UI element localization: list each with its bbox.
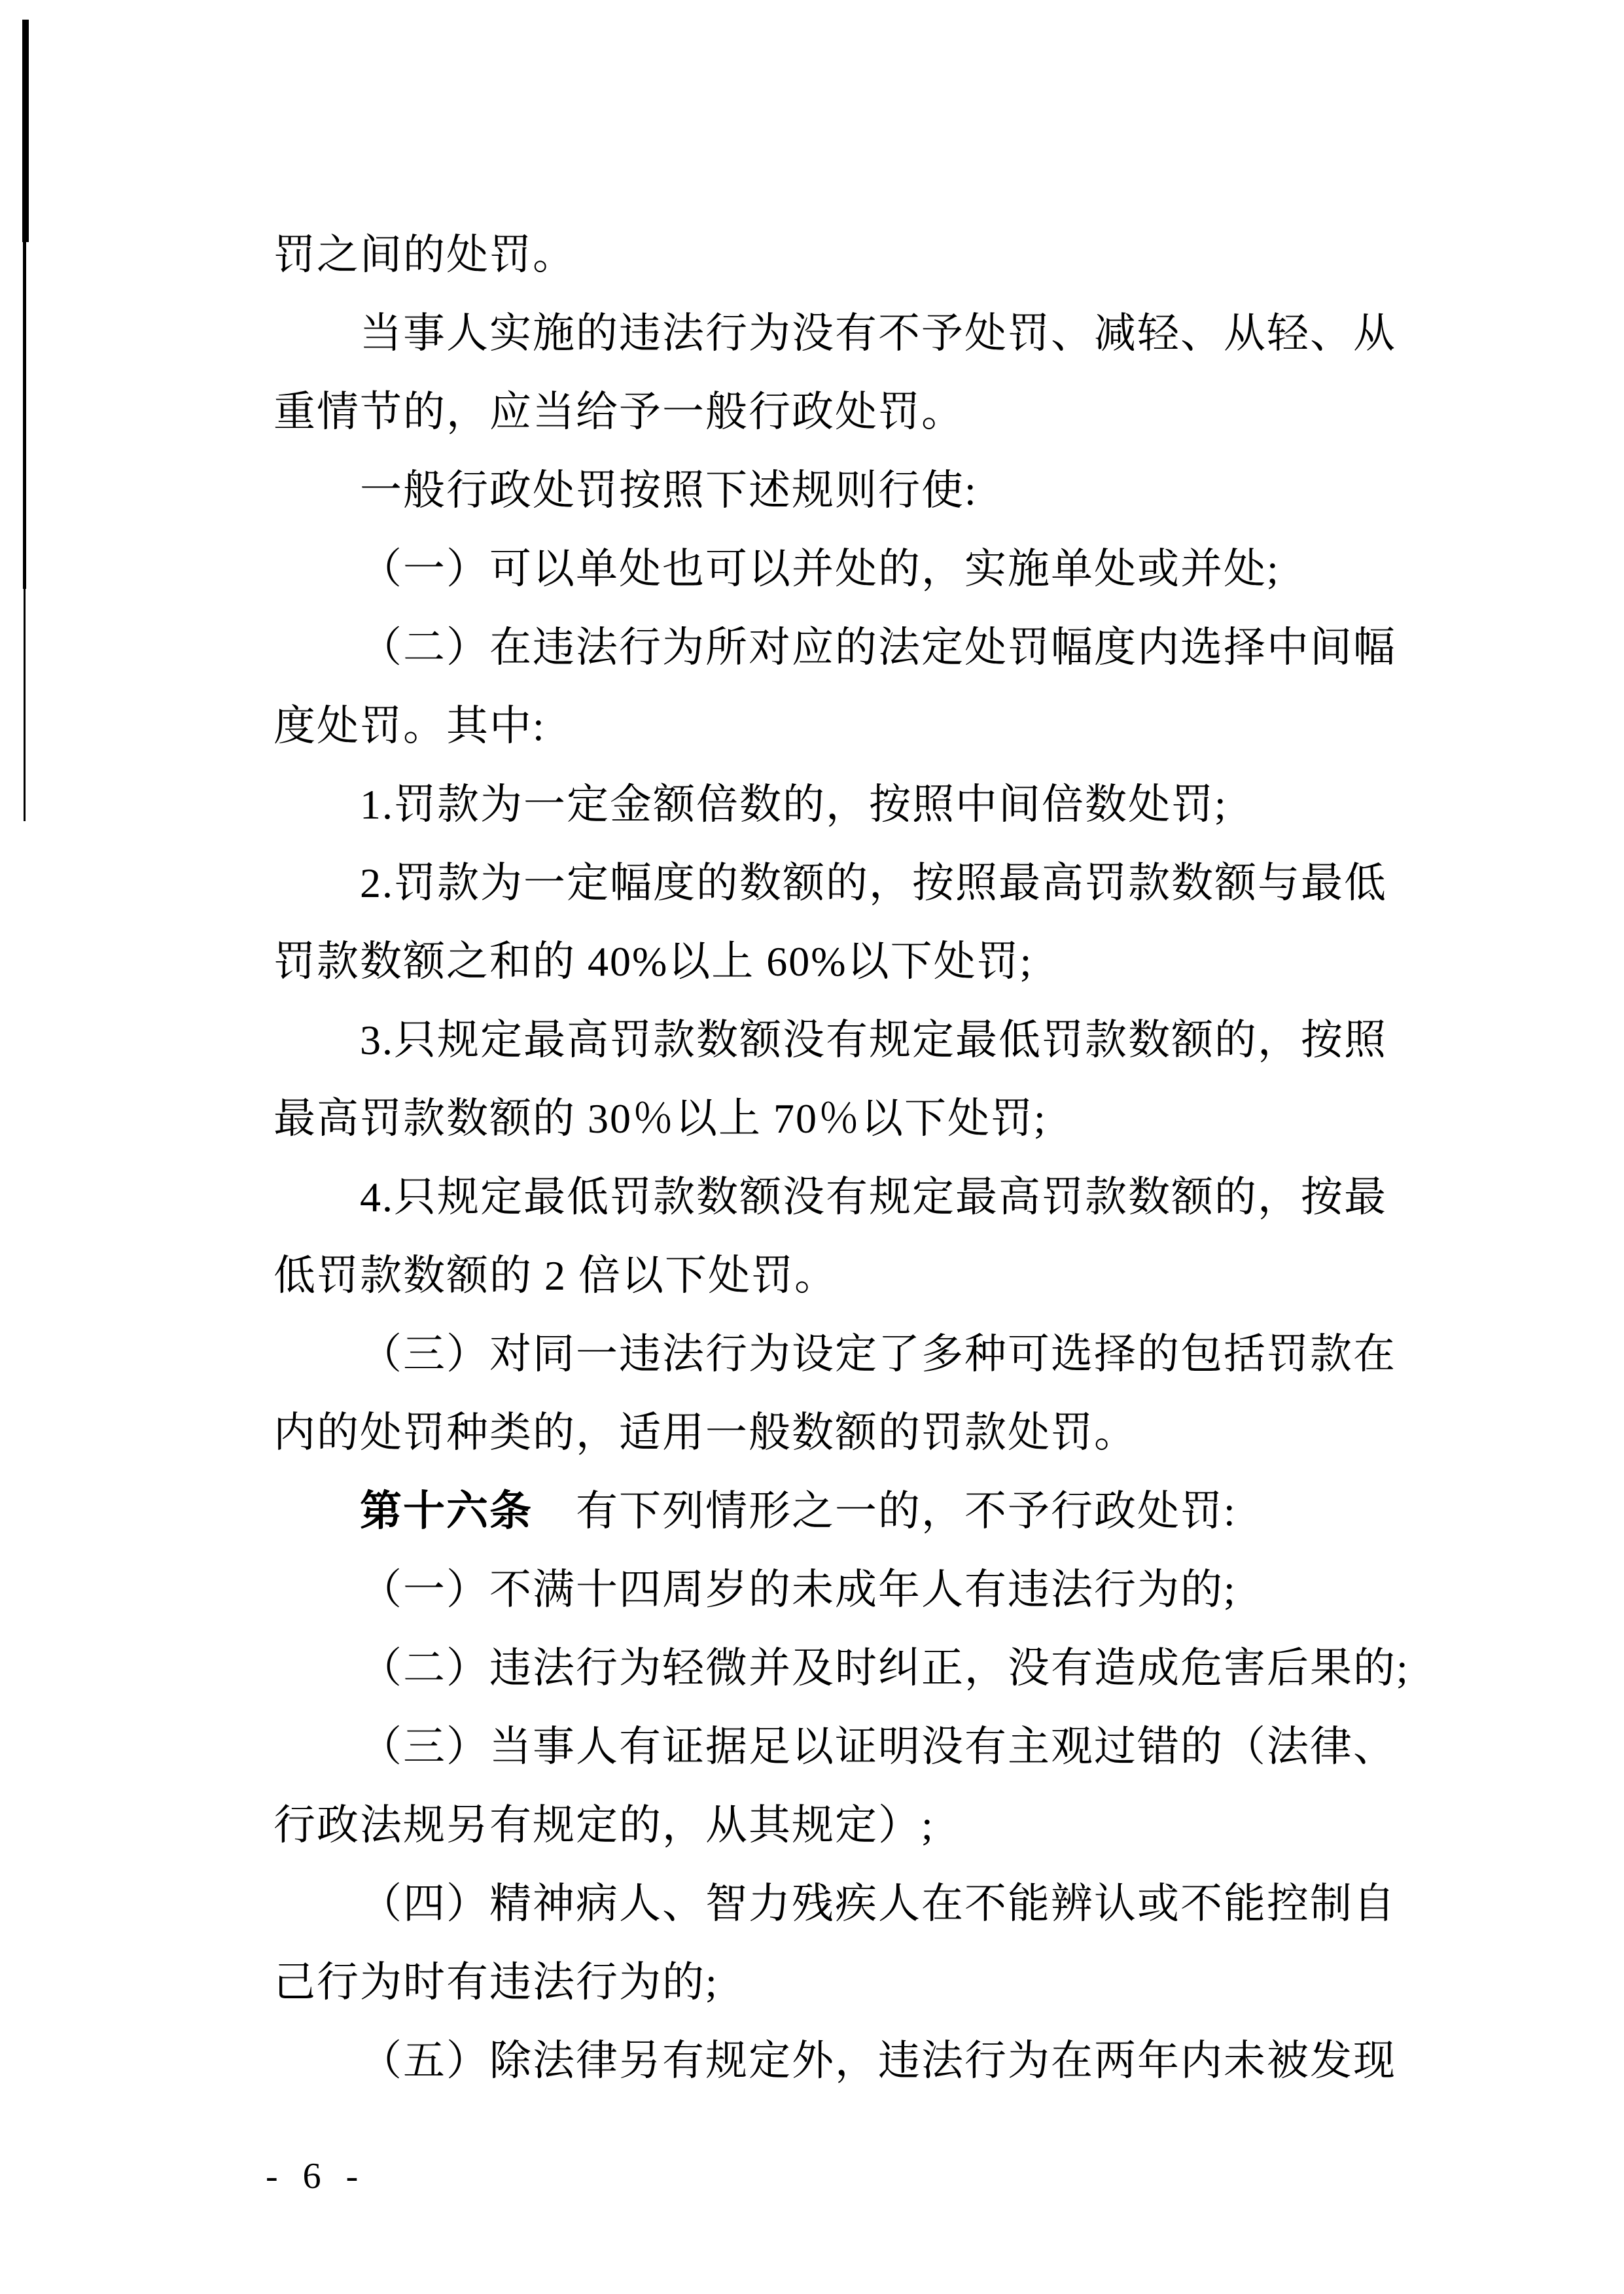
text-line xyxy=(274,1708,1451,1786)
line-text: （五）除法律另有规定外，违法行为在两年内未被发现 xyxy=(360,2038,1396,2084)
line-text: 低罚款数额的 2 倍以下处罚。 xyxy=(274,1252,838,1299)
text-line xyxy=(274,1472,1451,1551)
line-text: （三）当事人有证据足以证明没有主观过错的（法律、 xyxy=(360,1723,1396,1770)
article-number: 第十六条 xyxy=(360,1488,533,1534)
text-line xyxy=(274,294,1451,373)
text-line xyxy=(274,1943,1451,2022)
line-text: （二）违法行为轻微并及时纠正，没有造成危害后果的; xyxy=(360,1645,1409,1691)
text-line xyxy=(274,766,1451,844)
text-line xyxy=(274,923,1451,1001)
line-text: 4.只规定最低罚款数额没有规定最高罚款数额的，按最 xyxy=(360,1174,1387,1220)
scan-artifact-line-top xyxy=(22,20,29,242)
text-line xyxy=(274,373,1451,451)
line-text: （一）可以单处也可以并处的，实施单处或并处; xyxy=(360,546,1280,592)
line-text: 有下列情形之一的，不予行政处罚: xyxy=(533,1488,1237,1534)
line-text: 度处罚。其中: xyxy=(274,703,546,749)
text-line xyxy=(274,451,1451,530)
line-text: 最高罚款数额的 30％以上 70％以下处罚; xyxy=(274,1095,1047,1142)
text-line xyxy=(274,844,1451,923)
text-line xyxy=(274,1080,1451,1158)
line-text: 罚款数额之和的 40%以上 60%以下处罚; xyxy=(274,938,1033,985)
text-line xyxy=(274,1865,1451,1943)
line-text: 2.罚款为一定幅度的数额的，按照最高罚款数额与最低 xyxy=(360,860,1387,906)
text-line xyxy=(274,1158,1451,1237)
scan-artifact-line-middle xyxy=(23,242,26,589)
line-text: 当事人实施的违法行为没有不予处罚、减轻、从轻、从 xyxy=(360,310,1396,357)
text-line xyxy=(274,1394,1451,1472)
scan-artifact-line-bottom xyxy=(24,589,26,821)
text-line xyxy=(274,1237,1451,1315)
line-text: 内的处罚种类的，适用一般数额的罚款处罚。 xyxy=(274,1409,1137,1456)
line-text: 1.罚款为一定金额倍数的，按照中间倍数处罚; xyxy=(360,781,1227,828)
text-line xyxy=(274,1001,1451,1080)
line-text: 罚之间的处罚。 xyxy=(274,232,576,278)
line-text: 己行为时有违法行为的; xyxy=(274,1959,718,2005)
text-line xyxy=(274,2022,1451,2100)
line-text: （四）精神病人、智力残疾人在不能辨认或不能控制自 xyxy=(360,1880,1396,1927)
text-line xyxy=(274,1551,1451,1629)
line-text: 重情节的，应当给予一般行政处罚。 xyxy=(274,389,964,435)
line-text: （一）不满十四周岁的未成年人有违法行为的; xyxy=(360,1566,1237,1613)
document-body xyxy=(274,216,1451,2100)
text-line xyxy=(274,1315,1451,1394)
line-text: （三）对同一违法行为设定了多种可选择的包括罚款在 xyxy=(360,1331,1396,1377)
line-text: 行政法规另有规定的，从其规定）; xyxy=(274,1802,934,1848)
line-text: 一般行政处罚按照下述规则行使: xyxy=(360,467,978,514)
text-line xyxy=(274,216,1451,294)
text-line xyxy=(274,609,1451,687)
text-line xyxy=(274,530,1451,609)
text-line xyxy=(274,1629,1451,1708)
text-line xyxy=(274,687,1451,766)
text-line xyxy=(274,1786,1451,1865)
line-text: （二）在违法行为所对应的法定处罚幅度内选择中间幅 xyxy=(360,624,1396,671)
line-text: 3.只规定最高罚款数额没有规定最低罚款数额的，按照 xyxy=(360,1017,1387,1063)
page-number: - 6 - xyxy=(266,2156,361,2197)
